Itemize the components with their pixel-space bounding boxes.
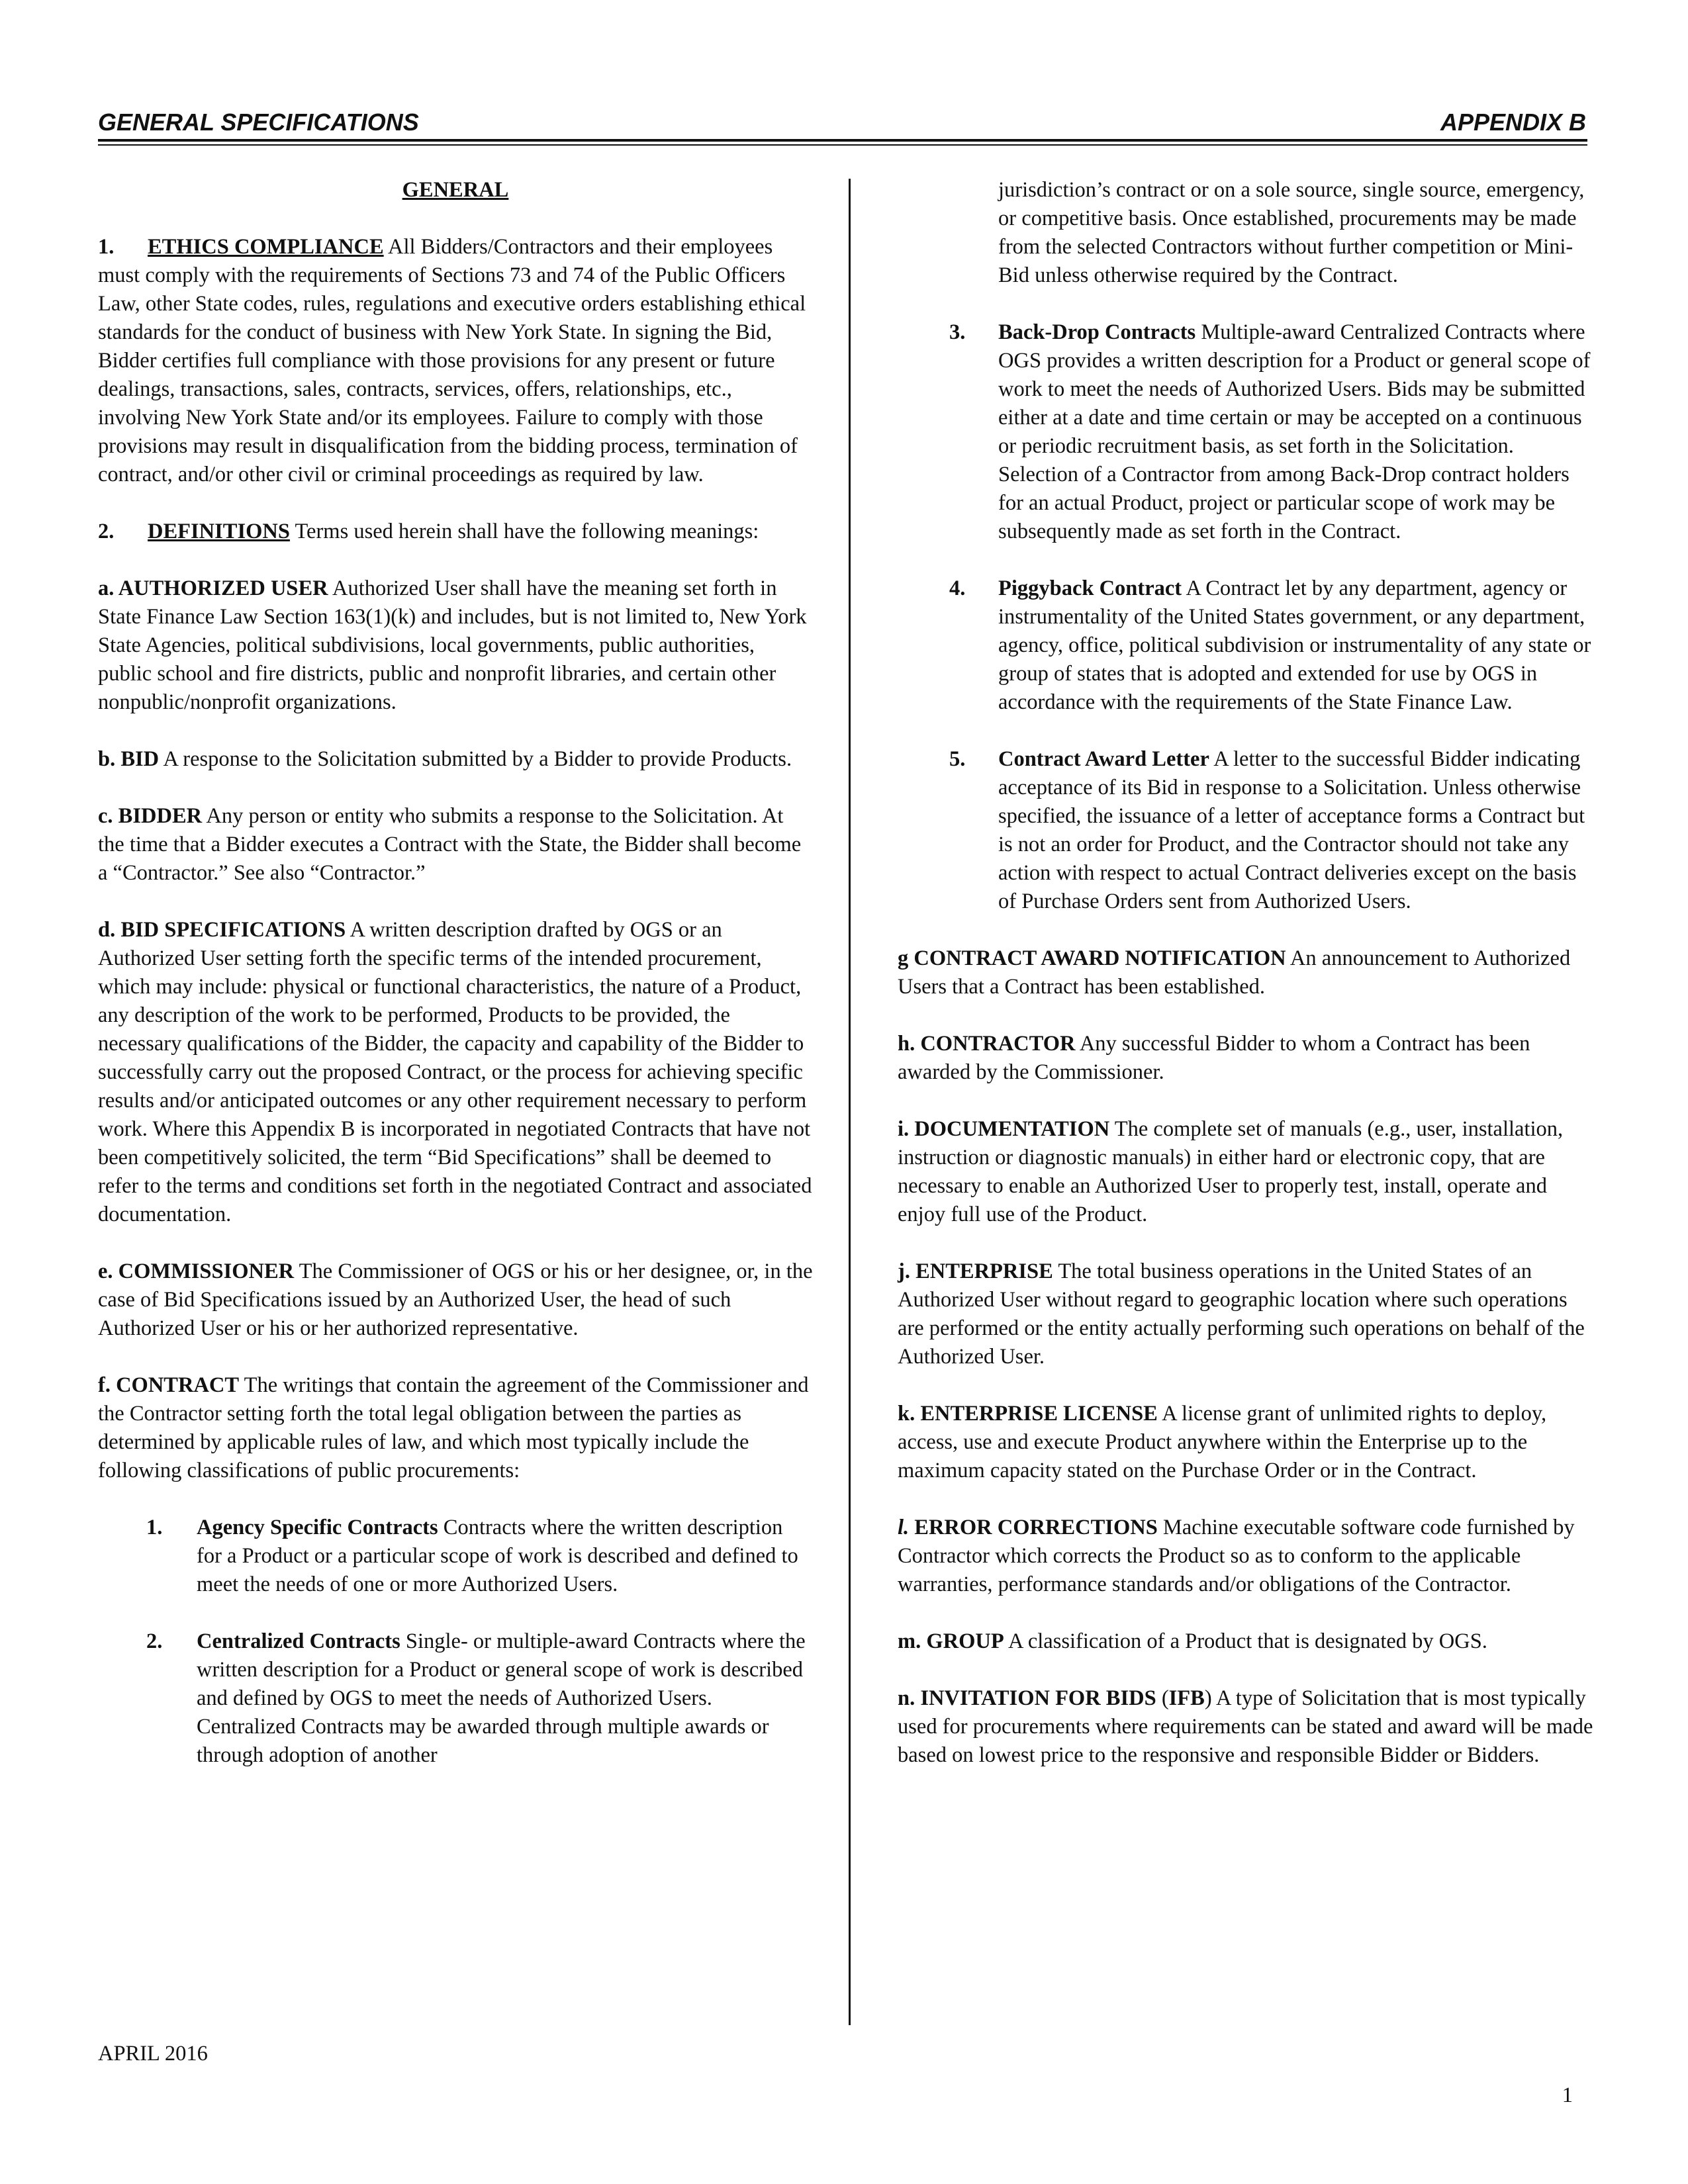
definition-bid: b. BID A response to the Solicitation submitted by a Bidder to provide Products. bbox=[98, 747, 792, 771]
definition-enterprise-license: k. ENTERPRISE LICENSE A license grant of unlimited rights to deploy, access, use and execute Product anywhere within the Enterprise up to the maximum capacity stated on the Purchase Order or in the Contract. bbox=[898, 1402, 1547, 1482]
contract-type-agency-specific: 1. Agency Specific Contracts Contracts where the written description for a Product or a particular scope of work is described and defined to meet the needs of one or more Authorized Users. bbox=[146, 1516, 798, 1596]
definition-documentation: i. DOCUMENTATION The complete set of manuals (e.g., user, installation, instruction or diagnostic manuals) in either hard or electronic copy, that are necessary to enable an Authorized User to properly test, install, operate and enjoy full use of the Product. bbox=[898, 1117, 1564, 1226]
definition-authorized-user: a. AUTHORIZED USER Authorized User shall have the meaning set forth in State Finance Law Section 163(1)(k) and includes, but is not limited to, New York State Agencies, political subdivisions, local governments, public authorities, public school and fire districts, public and nonprofit libraries, and certain other nonpublic/nonprofit organizations. bbox=[98, 576, 807, 714]
contract-type-piggyback: 4. Piggyback Contract A Contract let by any department, agency or instrumentality of the United States government, or any department, agency, office, political subdivision or instrumentality of any state or group of states that is adopted and extended for use by OGS in accordance with the requirements of the State Finance Law. bbox=[949, 576, 1591, 714]
definition-invitation-for-bids: n. INVITATION FOR BIDS (IFB) A type of Solicitation that is most typically used for procurements where requirements can be stated and award will be made based on lowest price to the responsive and responsible Bidder or Bidders. bbox=[898, 1686, 1593, 1767]
header-appendix: APPENDIX B bbox=[1440, 109, 1586, 136]
footer-date: APRIL 2016 bbox=[98, 2042, 208, 2066]
contract-type-award-letter: 5. Contract Award Letter A letter to the successful Bidder indicating acceptance of its Bid in response to a Solicitation. Unless otherwise specified, the issuance of a letter of acceptance forms a Contract but is not an order for Product, and the Contractor should not take any action with respect to actual Contract deliveries except on the basis of Purchase Orders sent from Authorized Users. bbox=[949, 747, 1585, 913]
definitions-paragraph: 2. DEFINITIONS Terms used herein shall have the following meanings: bbox=[98, 520, 759, 543]
page-header bbox=[98, 106, 1586, 139]
section-title: GENERAL bbox=[402, 178, 509, 202]
ethics-compliance-paragraph: 1. ETHICS COMPLIANCE All Bidders/Contractors and their employees must comply with the requirements of Sections 73 and 74 of the Public Officers Law, other State codes, rules, regulations and executive orders establishing ethical standards for the conduct of business with New York State. In signing the Bid, Bidder certifies full compliance with those provisions for any present or future dealings, transactions, sales, contracts, services, offers, relationships, etc., involving New York State and/or its employees. Failure to comply with those provisions may result in disqualification from the bidding process, termination of contract, and/or other civil or criminal proceedings as required by law. bbox=[98, 235, 806, 486]
header-title: GENERAL SPECIFICATIONS bbox=[98, 109, 419, 136]
page-number: 1 bbox=[1562, 2083, 1573, 2107]
definition-commissioner: e. COMMISSIONER The Commissioner of OGS or his or her designee, or, in the case of Bid Specifications issued by an Authorized User, the head of such Authorized User or his or her authorized representative. bbox=[98, 1259, 813, 1340]
definition-contract-award-notification: g CONTRACT AWARD NOTIFICATION An announcement to Authorized Users that a Contract has been established. bbox=[898, 946, 1571, 999]
definition-contract: f. CONTRACT The writings that contain the agreement of the Commissioner and the Contractor setting forth the total legal obligation between the parties as determined by applicable rules of law, and which most typically include the following classifications of public procurements: bbox=[98, 1373, 809, 1482]
header-rule-thick bbox=[98, 139, 1587, 142]
definition-group: m. GROUP A classification of a Product that is designated by OGS. bbox=[898, 1629, 1487, 1653]
definition-bid-specifications: d. BID SPECIFICATIONS A written description drafted by OGS or an Authorized User setting forth the specific terms of the intended procurement, which may include: physical or functional characteristics, the nature of a Product, any description of the work to be performed, Products to be provided, the necessary qualifications of the Bidder, the capacity and capability of the Bidder to successfully carry out the proposed Contract, or the process for achieving specific results and/or anticipated outcomes or any other requirement necessary to perform work. Where this Appendix B is incorporated in negotiated Contracts that have not been competitively solicited, the term “Bid Specifications” shall be deemed to refer to the terms and conditions set forth in the negotiated Contract and associated documentation. bbox=[98, 918, 812, 1226]
left-column bbox=[98, 176, 813, 1798]
definition-enterprise: j. ENTERPRISE The total business operations in the United States of an Authorized User without regard to geographic location where such operations are performed or the entity actually performing such operations on behalf of the Authorized User. bbox=[898, 1259, 1585, 1369]
contract-type-centralized: 2. Centralized Contracts Single- or multiple-award Contracts where the written description for a Product or general scope of work is described and defined by OGS to meet the needs of Authorized Users. Centralized Contracts may be awarded through multiple awards or through adoption of another bbox=[146, 1629, 806, 1767]
definition-error-corrections: l. ERROR CORRECTIONS Machine executable software code furnished by Contractor which corrects the Product so as to conform to the applicable warranties, performance standards and/or obligations of the Contractor. bbox=[898, 1516, 1575, 1596]
header-rule-thin bbox=[98, 144, 1587, 146]
right-column bbox=[898, 176, 1596, 1798]
definition-contractor: h. CONTRACTOR Any successful Bidder to whom a Contract has been awarded by the Commissioner. bbox=[898, 1032, 1530, 1084]
column-divider bbox=[849, 179, 851, 2025]
centralized-continued: jurisdiction’s contract or on a sole source, single source, emergency, or competitive basis. Once established, procurements may be made from the selected Contractors without further competition or Mini-Bid unless otherwise required by the Contract. bbox=[998, 178, 1585, 287]
contract-type-back-drop: 3. Back-Drop Contracts Multiple-award Centralized Contracts where OGS provides a written description for a Product or general scope of work to meet the needs of Authorized Users. Bids may be submitted either at a date and time certain or may be accepted on a continuous or periodic recruitment basis, as set forth in the Solicitation. Selection of a Contractor from among Back-Drop contract holders for an actual Product, project or particular scope of work may be subsequently made as set forth in the Contract. bbox=[949, 320, 1591, 543]
definition-bidder: c. BIDDER Any person or entity who submits a response to the Solicitation. At the time that a Bidder executes a Contract with the State, the Bidder shall become a “Contractor.” See also “Contractor.” bbox=[98, 804, 802, 885]
